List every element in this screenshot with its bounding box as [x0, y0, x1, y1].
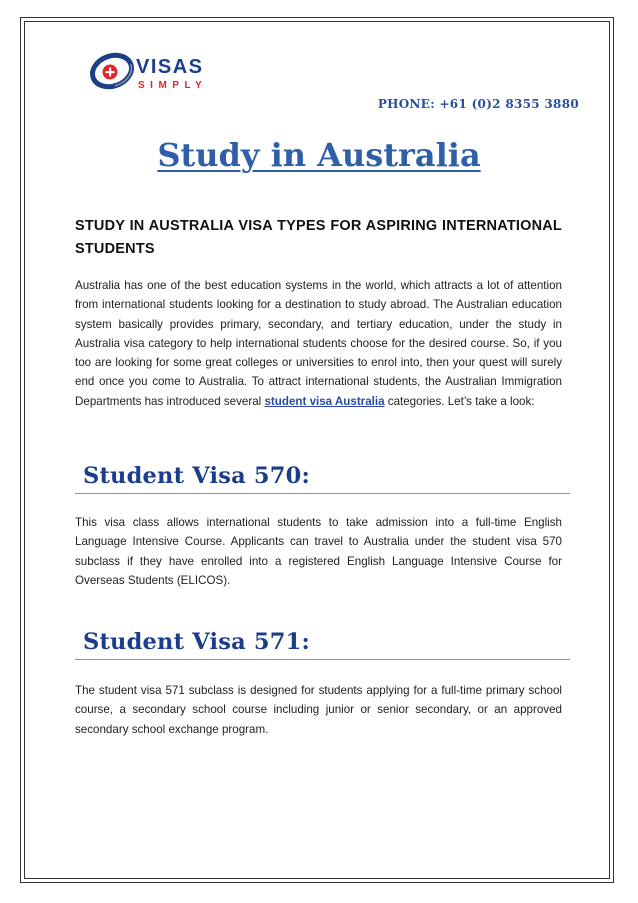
student-visa-australia-link[interactable]: student visa Australia	[264, 394, 385, 408]
logo-brand-top: VISAS	[136, 56, 204, 78]
intro-paragraph	[75, 276, 562, 411]
section-text-visa-570: This visa class allows international students to take admission into a full-time English Language Intensive Course. Applicants can travel to Australia under the student visa 570 subclass if they have enrolled into a registered English Language Intensive Course for Overseas Students (ELICOS).	[75, 516, 562, 587]
section-text-visa-571: The student visa 571 subclass is designed for students applying for a full-time primary school course, a secondary school course including junior or senior secondary, or an approved secondary school exchange program.	[75, 684, 562, 736]
section-heading-visa-571: Student Visa 571:	[75, 629, 570, 660]
intro-text: Australia has one of the best education systems in the world, which attracts a lot of attention from international students looking for a destination to study abroad. The Australian education system basically provides primary, secondary, and tertiary education, under the study in Australia visa category to help international students choose for the desired course. So, if you too are looking for some great colleges or universities to enrol into, then your quest will surely end once you come to Australia. To attract international students, the Australian Immigration Departments has introduced several	[75, 279, 562, 408]
visas-simply-logo	[86, 45, 236, 95]
document-title: Study in Australia	[157, 136, 481, 174]
intro-text-end: categories. Let’s take a look:	[384, 394, 535, 408]
header-phone: PHONE: +61 (0)2 8355 3880	[377, 97, 579, 111]
logo-brand-bottom: SIMPLY	[138, 80, 208, 91]
section-heading-visa-570: Student Visa 570:	[75, 463, 570, 494]
intro-heading: STUDY IN AUSTRALIA VISA TYPES FOR ASPIRING INTERNATIONAL STUDENTS	[75, 218, 562, 257]
